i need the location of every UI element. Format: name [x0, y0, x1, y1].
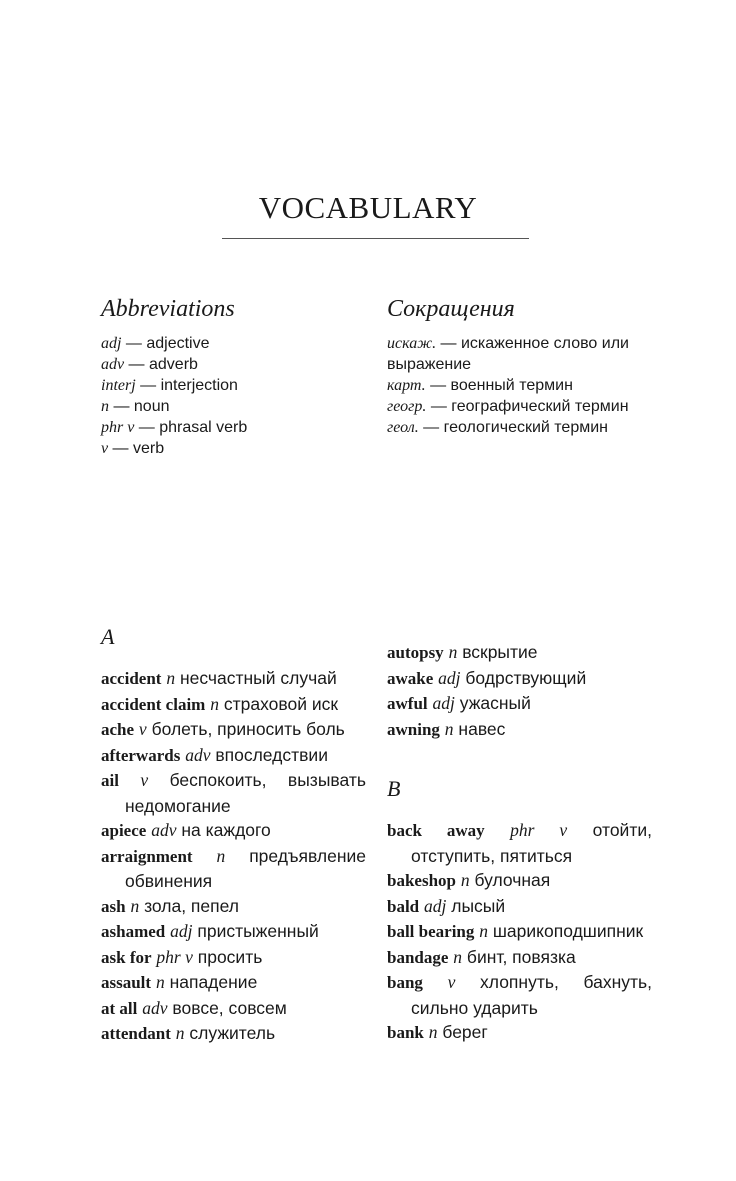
letter-heading-b: B — [387, 776, 401, 801]
headword: back away — [387, 821, 485, 840]
abbreviation-meaning: — геологический термин — [418, 419, 608, 436]
translation: бинт, повязка — [466, 946, 576, 967]
headword: ask for — [101, 947, 152, 967]
part-of-speech: v — [138, 719, 147, 739]
part-of-speech: adj — [438, 667, 461, 688]
abbreviation-meaning: — interjection — [135, 377, 238, 394]
headword: bald — [387, 896, 420, 916]
translation: просить — [197, 946, 263, 967]
part-of-speech: phr v — [156, 946, 193, 967]
part-of-speech: v — [447, 972, 456, 992]
part-of-speech: adv — [151, 820, 177, 840]
translation: берег — [442, 1022, 488, 1042]
headword: ail — [101, 771, 119, 790]
headword: accident claim — [101, 694, 206, 714]
part-of-speech: n — [216, 845, 226, 866]
headword: ash — [101, 896, 126, 916]
headword: assault — [101, 973, 152, 992]
abbreviation-meaning: — phrasal verb — [134, 419, 248, 436]
vocabulary-entry — [101, 666, 366, 692]
abbreviation-meaning: — военный термин — [425, 377, 573, 394]
abbreviation-item — [387, 396, 657, 417]
translation: служитель — [189, 1023, 276, 1043]
abbreviation-item — [101, 333, 371, 354]
vocabulary-entry — [387, 970, 652, 1020]
abbreviation-item — [101, 417, 371, 438]
abbreviation-item — [387, 333, 657, 375]
page-title: VOCABULARY — [258, 190, 478, 225]
translation: предъявление обвинения — [125, 845, 366, 891]
vocabulary-entry — [387, 717, 652, 743]
part-of-speech: n — [130, 895, 140, 916]
vocabulary-entry — [387, 691, 652, 717]
part-of-speech: v — [140, 770, 149, 790]
vocabulary-entry — [101, 919, 366, 945]
vocabulary-entry — [101, 970, 366, 996]
translation: ужасный — [459, 693, 531, 713]
part-of-speech: adj — [432, 693, 455, 713]
translation: навес — [458, 718, 506, 739]
part-of-speech: n — [444, 718, 454, 739]
headword: bakeshop — [387, 871, 456, 890]
entry-list-b — [387, 818, 652, 1046]
translation: вскрытие — [462, 642, 538, 662]
part-of-speech: n — [175, 1023, 185, 1043]
headword: ashamed — [101, 922, 166, 941]
abbreviation-term: phr v — [101, 419, 135, 436]
abbreviation-term: v — [101, 440, 109, 457]
headword: at all — [101, 998, 138, 1018]
vocabulary-entry — [387, 919, 652, 945]
headword: apiece — [101, 821, 147, 840]
headword: ache — [101, 720, 135, 739]
abbreviations-heading: Abbreviations — [101, 296, 235, 322]
headword: awning — [387, 719, 440, 739]
translation: бодрствующий — [465, 667, 587, 688]
abbreviation-meaning: — verb — [108, 440, 165, 457]
abbreviation-item — [101, 375, 371, 396]
part-of-speech: n — [166, 668, 176, 688]
title-divider — [222, 238, 529, 239]
vocabulary-column-left — [101, 624, 366, 1047]
vocabulary-entry — [101, 818, 366, 844]
abbreviation-item — [387, 417, 657, 438]
translation: отойти, отступить, пятиться — [411, 820, 652, 866]
translation: шарикоподшипник — [492, 921, 644, 941]
abbreviation-term: геол. — [387, 419, 419, 436]
vocabulary-entry — [387, 1020, 652, 1046]
vocabulary-entry — [101, 768, 366, 818]
abbreviation-item — [101, 396, 371, 417]
vocabulary-entry — [387, 818, 652, 868]
part-of-speech: n — [479, 921, 488, 941]
vocabulary-entry — [101, 894, 366, 920]
headword: bandage — [387, 947, 449, 967]
vocabulary-column-right — [387, 640, 652, 1046]
abbreviation-term: adj — [101, 335, 122, 352]
vocabulary-entry — [101, 1021, 366, 1047]
abbreviation-meaning: — географический термин — [426, 398, 629, 415]
abbreviation-term: геогр. — [387, 398, 427, 415]
abbreviations-russian — [387, 296, 657, 438]
part-of-speech: n — [210, 693, 219, 714]
translation: страховой иск — [223, 693, 339, 714]
headword: attendant — [101, 1024, 171, 1043]
vocabulary-entry — [387, 894, 652, 920]
headword: arraignment — [101, 846, 193, 866]
abbreviation-term: карт. — [387, 377, 426, 394]
abbreviation-meaning: — noun — [109, 398, 170, 415]
part-of-speech: n — [448, 642, 458, 662]
headword: accident — [101, 669, 162, 688]
vocabulary-entry — [387, 945, 652, 971]
headword: bank — [387, 1023, 424, 1042]
abbreviation-meaning: — adverb — [124, 356, 198, 373]
abbreviation-meaning: — adjective — [121, 335, 210, 352]
part-of-speech: n — [155, 972, 165, 992]
abbreviations-ru-list — [387, 333, 657, 438]
headword: ball bearing — [387, 922, 475, 941]
translation: хлопнуть, бахнуть, сильно ударить — [411, 972, 652, 1018]
translation: беспокоить, вызывать недомогание — [125, 770, 366, 816]
translation: булочная — [474, 870, 551, 890]
entry-list-a-continued — [387, 640, 652, 742]
part-of-speech: adj — [424, 895, 447, 916]
vocabulary-entry — [101, 717, 366, 743]
part-of-speech: n — [453, 946, 463, 967]
translation: нападение — [169, 972, 258, 992]
letter-heading-a: A — [101, 624, 115, 649]
abbreviation-item — [387, 375, 657, 396]
vocabulary-entry — [101, 692, 366, 718]
vocabulary-entry — [387, 868, 652, 894]
translation: зола, пепел — [144, 895, 239, 916]
abbreviation-term: adv — [101, 356, 125, 373]
headword: awake — [387, 668, 434, 688]
translation: лысый — [451, 895, 506, 916]
abbreviation-meaning: — искаженное слово или выражение — [387, 335, 629, 373]
part-of-speech: adj — [170, 921, 193, 941]
abbreviation-item — [101, 438, 371, 459]
translation: впоследствии — [215, 744, 328, 765]
translation: болеть, приносить боль — [151, 719, 345, 739]
vocabulary-entry — [101, 844, 366, 894]
headword: autopsy — [387, 643, 444, 662]
translation: на каждого — [181, 820, 271, 840]
part-of-speech: phr v — [510, 820, 568, 840]
translation: несчастный случай — [179, 668, 337, 688]
headword: awful — [387, 694, 428, 713]
abbreviations-ru-heading: Сокращения — [387, 296, 515, 322]
part-of-speech: adv — [185, 744, 211, 765]
abbreviation-term: interj — [101, 377, 136, 394]
vocabulary-entry — [101, 945, 366, 971]
abbreviation-term: n — [101, 398, 109, 415]
abbreviation-term: искаж. — [387, 335, 437, 352]
part-of-speech: n — [460, 870, 470, 890]
abbreviations-english — [101, 296, 371, 459]
part-of-speech: adv — [142, 997, 168, 1018]
part-of-speech: n — [428, 1022, 438, 1042]
vocabulary-entry — [101, 743, 366, 769]
entry-list-a — [101, 666, 366, 1047]
headword: afterwards — [101, 745, 181, 765]
abbreviation-item — [101, 354, 371, 375]
vocabulary-entry — [101, 996, 366, 1022]
abbreviations-list — [101, 333, 371, 459]
translation: пристыженный — [197, 921, 319, 941]
headword: bang — [387, 973, 423, 992]
translation: вовсе, совсем — [172, 997, 287, 1018]
vocabulary-entry — [387, 640, 652, 666]
vocabulary-entry — [387, 666, 652, 692]
